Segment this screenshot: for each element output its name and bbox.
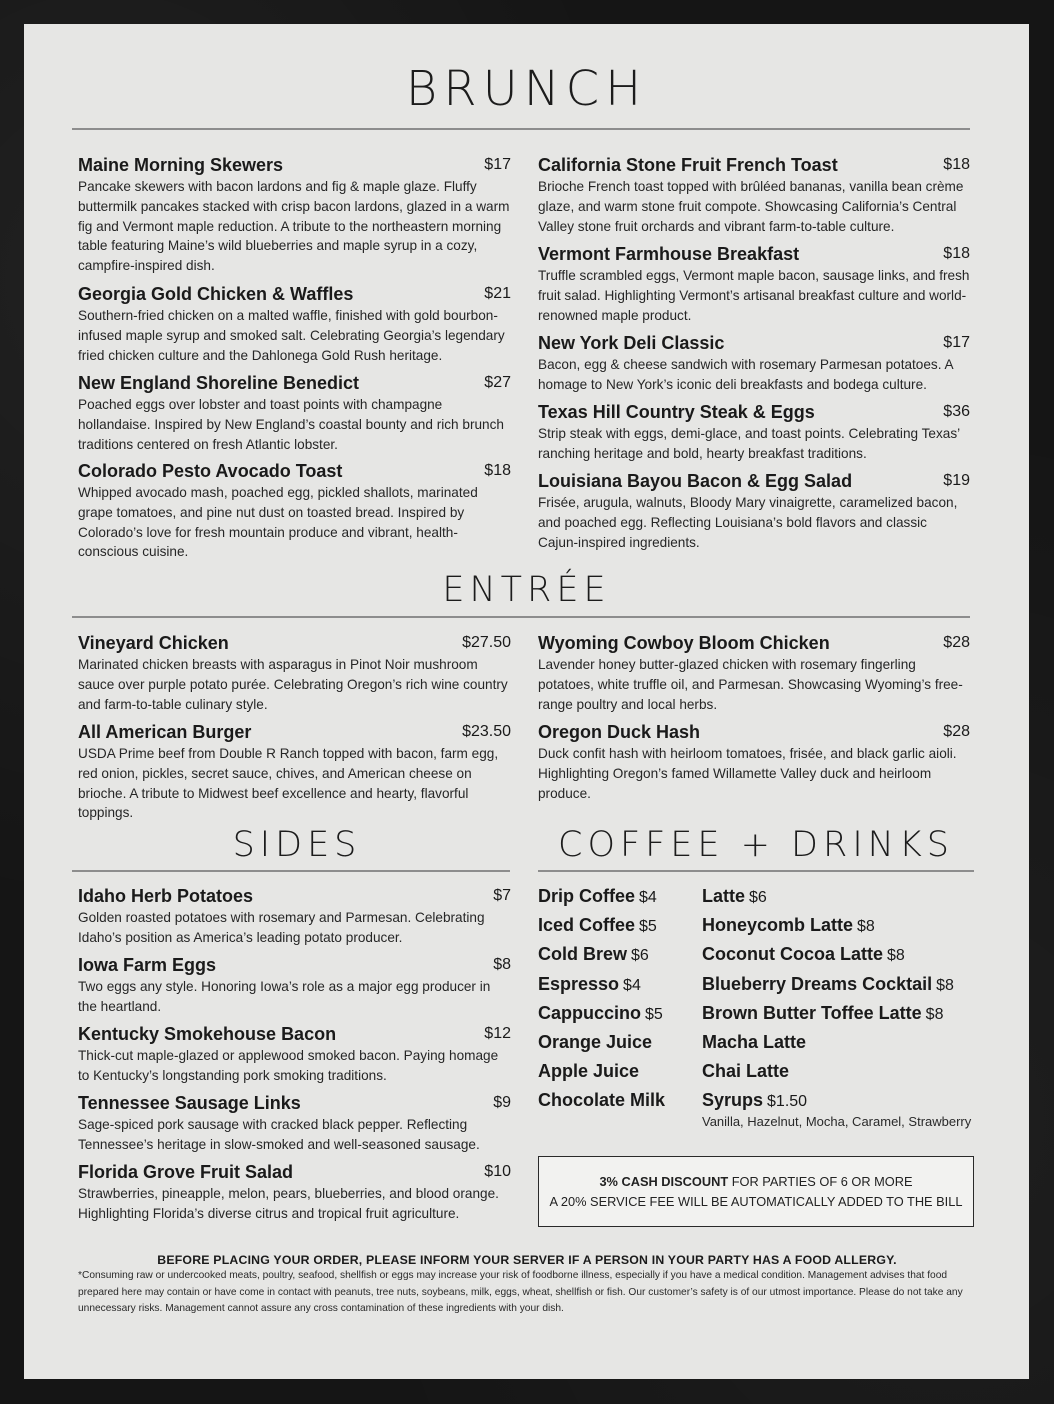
drink-name: Cappuccino <box>538 1002 642 1023</box>
menu-item-description: Poached eggs over lobster and toast points with champagne hollandaise. Inspired by New England’s coastal bounty and rich brunch traditions centered on fresh Atlantic lobster. <box>78 397 504 452</box>
menu-item-description: Southern-fried chicken on a malted waffle, finished with gold bourbon-infused maple syrup and smoked salt. Celebrating Georgia’s legendary fried chicken culture and the Dahlonega Gold Rush heritage. <box>78 308 505 363</box>
menu-item-description: Strawberries, pineapple, melon, pears, blueberries, and blood orange. Highlighting Florida’s diverse citrus and tropical fruit agriculture. <box>78 1186 499 1221</box>
menu-item-header <box>78 372 511 394</box>
menu-item-name: Colorado Pesto Avocado Toast <box>78 461 343 481</box>
drink-syrups <box>702 1089 807 1113</box>
menu-item-louisiana-bayou-bacon-egg-salad <box>538 470 970 552</box>
menu-item-name: Georgia Gold Chicken & Waffles <box>78 284 354 304</box>
menu-item-price: $9 <box>493 1094 511 1111</box>
menu-item-name: Idaho Herb Potatoes <box>78 886 254 906</box>
menu-item-header <box>78 1092 511 1114</box>
menu-item-header <box>538 721 970 743</box>
menu-item-price: $18 <box>943 245 970 262</box>
menu-item-description: Sage-spiced pork sausage with cracked black pepper. Reflecting Tennessee’s heritage in slow-smoked and well-seasoned sausage. <box>78 1117 480 1152</box>
drinks-divider <box>538 870 974 872</box>
menu-item-all-american-burger <box>78 721 511 823</box>
menu-item-price: $27.50 <box>462 634 511 651</box>
menu-item-header <box>78 283 511 305</box>
notice-line-1 <box>539 1172 973 1192</box>
menu-item-header <box>538 332 970 354</box>
menu-item-description: Lavender honey butter-glazed chicken with rosemary fingerling potatoes, white truffle oil, and Parmesan. Showcasing Wyoming’s free-range poultry and local herbs. <box>538 657 963 712</box>
menu-item-description: Truffle scrambled eggs, Vermont maple bacon, sausage links, and fresh fruit salad. Highlighting Vermont’s artisanal breakfast culture and world-renowned maple product. <box>538 268 970 323</box>
drink-price: $8 <box>936 976 954 994</box>
menu-item-name: New England Shoreline Benedict <box>78 373 360 393</box>
drink-price: $8 <box>857 918 875 936</box>
menu-item-new-england-shoreline-benedict <box>78 372 511 454</box>
menu-item-price: $28 <box>943 723 970 740</box>
menu-item-name: California Stone Fruit French Toast <box>538 155 838 175</box>
drink-espresso <box>538 973 641 997</box>
menu-item-header <box>538 154 970 176</box>
drink-name: Macha Latte <box>702 1032 807 1052</box>
drink-name: Iced Coffee <box>538 915 636 936</box>
drink-blueberry-dreams-cocktail <box>702 973 954 997</box>
menu-item-price: $12 <box>484 1025 511 1042</box>
menu-item-header <box>78 1161 511 1183</box>
drink-chai-latte <box>702 1060 789 1082</box>
drink-name: Orange Juice <box>538 1032 653 1052</box>
menu-item-description: Golden roasted potatoes with rosemary and Parmesan. Celebrating Idaho’s position as America’s leading potato producer. <box>78 910 485 945</box>
drink-price: $4 <box>623 976 641 994</box>
menu-item-header <box>538 401 970 423</box>
drink-drip-coffee <box>538 885 657 909</box>
brunch-divider <box>72 128 970 130</box>
menu-item-wyoming-cowboy-bloom-chicken <box>538 632 970 714</box>
drink-honeycomb-latte <box>702 914 875 938</box>
menu-item-description: USDA Prime beef from Double R Ranch topped with bacon, farm egg, red onion, pickles, secret sauce, chives, and American cheese on brioche. A tribute to Midwest beef excellence and hearty, flavorful toppings. <box>78 746 499 821</box>
menu-item-name: Florida Grove Fruit Salad <box>78 1162 294 1182</box>
drink-name: Brown Butter Toffee Latte <box>702 1002 922 1023</box>
menu-item-name: Texas Hill Country Steak & Eggs <box>538 402 815 422</box>
drink-name: Honeycomb Latte <box>702 915 854 936</box>
notice-line-2: A 20% SERVICE FEE WILL BE AUTOMATICALLY ADDED TO THE BILL <box>549 1193 963 1209</box>
drink-name: Syrups <box>702 1090 764 1111</box>
menu-item-oregon-duck-hash <box>538 721 970 803</box>
menu-item-description: Brioche French toast topped with brûléed bananas, vanilla bean crème glaze, and warm stone fruit compote. Showcasing California’s Central Valley stone fruit orchards and vibrant farm-to-table culture. <box>538 179 964 234</box>
menu-item-description: Frisée, arugula, walnuts, Bloody Mary vinaigrette, caramelized bacon, and poached egg. Reflecting Louisiana’s bold flavors and classic Cajun-inspired ingredients. <box>538 495 958 550</box>
drink-latte <box>702 885 767 909</box>
menu-item-description: Marinated chicken breasts with asparagus in Pinot Noir mushroom sauce over purple potato purée. Celebrating Oregon’s rich wine country and farm-to-table culinary style. <box>78 657 508 712</box>
menu-item-name: Tennessee Sausage Links <box>78 1093 301 1113</box>
menu-item-header <box>78 1023 511 1045</box>
menu-item-price: $28 <box>943 634 970 651</box>
drink-price: $1.50 <box>767 1093 808 1111</box>
menu-item-maine-morning-skewers <box>78 154 511 276</box>
menu-item-name: Oregon Duck Hash <box>538 722 701 742</box>
drink-name: Chocolate Milk <box>538 1090 666 1111</box>
menu-page <box>24 24 1029 1379</box>
menu-item-new-york-deli-classic <box>538 332 970 395</box>
menu-item-florida-grove-fruit-salad <box>78 1161 511 1224</box>
menu-item-header <box>78 632 511 654</box>
menu-item-price: $19 <box>943 472 970 489</box>
drink-name: Coconut Cocoa Latte <box>702 944 884 965</box>
drink-cold-brew <box>538 943 649 967</box>
menu-item-description: Bacon, egg & cheese sandwich with rosemary Parmesan potatoes. A homage to New York’s iconic deli breakfasts and bodega culture. <box>538 357 953 392</box>
menu-item-description: Pancake skewers with bacon lardons and fig & maple glaze. Fluffy buttermilk pancakes stacked with crisp bacon lardons, glazed in a warm fig and Vermont maple reduction. A tribute to the northeastern morning table featuring Maine’s wild blueberries and maple syrup in a cozy, campfire-inspired dish. <box>78 179 510 274</box>
menu-item-description: Two eggs any style. Honoring Iowa’s role as a major egg producer in the heartland. <box>78 979 491 1014</box>
brunch-heading: BRUNCH <box>405 61 648 117</box>
drink-price: $6 <box>749 889 767 906</box>
menu-item-description: Whipped avocado mash, poached egg, pickled shallots, marinated grape tomatoes, and pine nut dust on toasted bread. Inspired by Colorado’s love for fresh mountain produce and vibrant, health-conscious cuisine. <box>78 485 478 560</box>
menu-item-idaho-herb-potatoes <box>78 885 511 948</box>
menu-item-name: Vineyard Chicken <box>78 633 229 653</box>
menu-item-kentucky-smokehouse-bacon <box>78 1023 511 1086</box>
sides-heading: SIDES <box>232 825 362 865</box>
menu-item-name: Kentucky Smokehouse Bacon <box>78 1024 337 1044</box>
drink-name: Apple Juice <box>538 1061 640 1082</box>
menu-item-description: Duck confit hash with heirloom tomatoes, frisée, and black garlic aioli. Highlighting Oregon’s famed Willamette Valley duck and heirloom produce. <box>538 746 957 801</box>
drink-brown-butter-toffee-latte <box>702 1002 943 1026</box>
drink-apple-juice <box>538 1060 639 1082</box>
menu-item-name: Wyoming Cowboy Bloom Chicken <box>538 633 830 653</box>
drink-iced-coffee <box>538 914 657 938</box>
menu-item-header <box>78 954 511 976</box>
cash-discount-label: 3% CASH DISCOUNT <box>599 1174 729 1189</box>
menu-item-name: Vermont Farmhouse Breakfast <box>538 244 800 264</box>
menu-item-name: New York Deli Classic <box>538 333 725 353</box>
menu-item-description: Thick-cut maple-glazed or applewood smoked bacon. Paying homage to Kentucky’s longstanding pork smoking traditions. <box>78 1048 499 1083</box>
menu-item-name: Louisiana Bayou Bacon & Egg Salad <box>538 471 853 491</box>
drink-price: $6 <box>631 947 649 965</box>
menu-item-name: All American Burger <box>78 722 252 742</box>
drink-name: Cold Brew <box>538 944 628 965</box>
drink-macha-latte <box>702 1031 806 1053</box>
drink-price: $8 <box>925 1005 944 1023</box>
menu-item-price: $10 <box>484 1163 511 1180</box>
entree-heading: ENTRÉE <box>442 570 611 610</box>
menu-item-header <box>78 721 511 743</box>
menu-item-price: $21 <box>484 285 511 302</box>
syrup-flavors: Vanilla, Hazelnut, Mocha, Caramel, Strawberry <box>702 1114 972 1129</box>
drink-price: $4 <box>639 889 657 906</box>
menu-item-vineyard-chicken <box>78 632 511 714</box>
drink-orange-juice <box>538 1031 652 1053</box>
menu-item-header <box>538 243 970 265</box>
drinks-heading: COFFEE + DRINKS <box>558 825 954 865</box>
menu-item-tennessee-sausage-links <box>78 1092 511 1155</box>
menu-item-description: Strip steak with eggs, demi-glace, and toast points. Celebrating Texas’ ranching heritage and bold, hearty breakfast traditions. <box>538 426 960 461</box>
menu-item-price: $36 <box>943 403 970 420</box>
allergy-notice: BEFORE PLACING YOUR ORDER, PLEASE INFORM YOUR SERVER IF A PERSON IN YOUR PARTY HAS A FOOD ALLERGY. <box>157 1253 897 1267</box>
drink-name: Chai Latte <box>702 1061 790 1082</box>
drink-price: $5 <box>639 918 657 936</box>
drink-name: Latte <box>702 886 746 906</box>
menu-item-price: $18 <box>943 156 970 173</box>
menu-item-header <box>538 632 970 654</box>
menu-item-california-stone-fruit-french-toast <box>538 154 970 236</box>
foodborne-disclaimer: *Consuming raw or undercooked meats, poultry, seafood, shellfish or eggs may increase your risk of foodborne illness, especially if you have a medical condition. Management advises that food prepared here may contain or have come in contact with peanuts, tree nuts, soybeans, milk, eggs, wheat, shellfish or fish. Our customer’s safety is of our utmost importance. Please do not take any unnecessary risks. Management cannot assure any cross contamination of these ingredients with your dish. <box>78 1270 963 1315</box>
menu-item-name: Maine Morning Skewers <box>78 155 284 175</box>
menu-item-price: $17 <box>943 334 970 351</box>
menu-item-price: $7 <box>493 887 511 904</box>
menu-item-price: $23.50 <box>462 723 511 740</box>
drink-coconut-cocoa-latte <box>702 943 905 967</box>
cash-discount-text: FOR PARTIES OF 6 OR MORE <box>728 1174 913 1189</box>
drink-name: Espresso <box>538 973 620 994</box>
drink-cappuccino <box>538 1002 663 1026</box>
menu-item-header <box>78 154 511 176</box>
menu-item-price: $8 <box>493 956 511 973</box>
menu-item-price: $17 <box>484 156 511 173</box>
menu-item-georgia-gold-chicken-waffles <box>78 283 511 365</box>
cash-discount-notice <box>538 1156 974 1227</box>
menu-item-colorado-pesto-avocado-toast <box>78 460 511 562</box>
menu-item-price: $27 <box>484 374 511 391</box>
menu-item-header <box>538 470 970 492</box>
menu-item-header <box>78 460 511 482</box>
drink-chocolate-milk <box>538 1089 665 1111</box>
drink-name: Drip Coffee <box>538 886 636 906</box>
menu-item-vermont-farmhouse-breakfast <box>538 243 970 325</box>
entree-divider <box>72 616 970 618</box>
menu-item-texas-hill-country-steak-eggs <box>538 401 970 464</box>
drink-price: $5 <box>645 1005 663 1023</box>
menu-item-name: Iowa Farm Eggs <box>78 955 217 975</box>
menu-item-iowa-farm-eggs <box>78 954 511 1017</box>
menu-item-price: $18 <box>484 462 511 479</box>
menu-item-header <box>78 885 511 907</box>
sides-divider <box>72 870 510 872</box>
drink-name: Blueberry Dreams Cocktail <box>702 973 933 994</box>
drink-price: $8 <box>887 947 905 965</box>
